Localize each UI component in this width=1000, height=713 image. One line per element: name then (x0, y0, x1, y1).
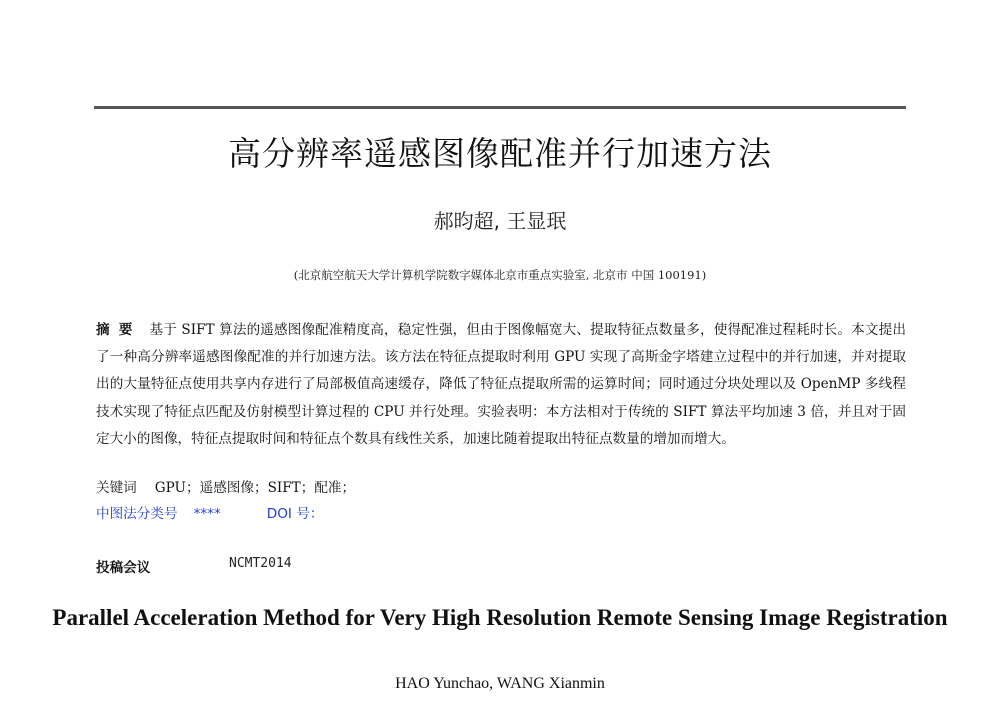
authors-cn: 郝昀超, 王显珉 (433, 209, 567, 233)
paper-title-en: Parallel Acceleration Method for Very High Resolution Remote Sensing Image Registration (52, 605, 948, 630)
paper-title-cn: 高分辨率遥感图像配准并行加速方法 (228, 134, 772, 173)
keywords-value: GPU；遥感图像；SIFT；配准； (154, 480, 356, 496)
doi-label: DOI 号： (266, 506, 324, 522)
conference-label: 投稿会议 (96, 560, 151, 576)
authors-en: HAO Yunchao, WANG Xianmin (395, 675, 605, 692)
affiliation-cn: (北京航空航天大学计算机学院数字媒体北京市重点实验室, 北京市 中国 100191) (293, 268, 707, 282)
clc-label: 中图法分类号 (96, 506, 178, 522)
clc-value: **** (193, 506, 221, 522)
abstract-label: 摘要 (96, 322, 142, 338)
classification-line (96, 502, 323, 522)
abstract-text: 基于 SIFT 算法的遥感图像配准精度高，稳定性强，但由于图像幅宽大、提取特征点数量多，使得配准过程耗时长。本文提出了一种高分辨率遥感图像配准的并行加速方法。该方法在特征点提取时利用 GPU 实现了高斯金字塔建立过程中的并行加速，并对提取出的大量特征点使用共享内存进行了局部极值高速缓存，降低了特征点提取所需的运算时间；同时通过分块处理以及 OpenMP 多线程技术实现了特征点匹配及仿射模型计算过程的 CPU 并行处理。实验表明：本方法相对于传统的 SIFT 算法平均加速 3 倍，并且对于固定大小的图像，特征点提取时间和特征点个数具有线性关系，加速比随着提取出特征点数量的增加而增大。 (96, 322, 906, 447)
header-rule (94, 106, 906, 109)
keywords-label: 关键词 (96, 480, 137, 496)
keywords (96, 476, 355, 496)
conference-value: NCMT2014 (229, 556, 292, 571)
abstract (96, 317, 906, 453)
